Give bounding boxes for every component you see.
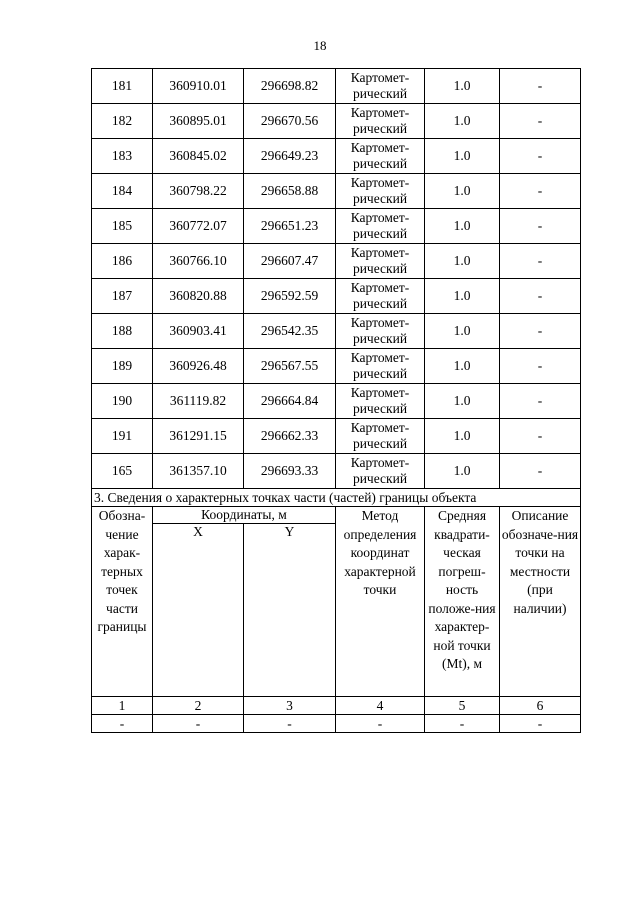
column-number: 6 xyxy=(500,697,581,715)
coord-x-cell: 361119.82 xyxy=(153,384,244,419)
empty-cell: - xyxy=(153,715,244,733)
coord-x-cell: 360820.88 xyxy=(153,279,244,314)
description-cell: - xyxy=(500,419,581,454)
coord-y-cell: 296607.47 xyxy=(244,244,336,279)
boundary-points-table xyxy=(91,68,581,733)
coord-y-cell: 296649.23 xyxy=(244,139,336,174)
column-number: 3 xyxy=(244,697,336,715)
column-number: 1 xyxy=(92,697,153,715)
header-method: Метод определения координат характерной точки xyxy=(336,507,425,697)
method-cell: Картомет-рический xyxy=(336,314,425,349)
section3-title: 3. Сведения о характерных точках части (частей) границы объекта xyxy=(92,489,581,507)
point-number-cell: 165 xyxy=(92,454,153,489)
empty-cell: - xyxy=(92,715,153,733)
empty-data-row xyxy=(92,715,581,733)
coord-x-cell: 360910.01 xyxy=(153,69,244,104)
page-number: 18 xyxy=(313,38,327,53)
coord-y-cell: 296567.55 xyxy=(244,349,336,384)
description-cell: - xyxy=(500,349,581,384)
empty-cell: - xyxy=(336,715,425,733)
point-number-cell: 189 xyxy=(92,349,153,384)
coordinates-table-body xyxy=(92,69,581,489)
point-number-cell: 183 xyxy=(92,139,153,174)
table-row xyxy=(92,69,581,104)
description-cell: - xyxy=(500,454,581,489)
description-cell: - xyxy=(500,209,581,244)
header-coordinates: Координаты, м xyxy=(153,507,336,524)
method-cell: Картомет-рический xyxy=(336,419,425,454)
error-cell: 1.0 xyxy=(425,104,500,139)
method-cell: Картомет-рический xyxy=(336,104,425,139)
error-cell: 1.0 xyxy=(425,349,500,384)
coord-y-cell: 296698.82 xyxy=(244,69,336,104)
coord-x-cell: 360903.41 xyxy=(153,314,244,349)
empty-cell: - xyxy=(425,715,500,733)
header-designation: Обозна-чение харак-терных точек части границы xyxy=(92,507,153,697)
error-cell: 1.0 xyxy=(425,244,500,279)
table-row xyxy=(92,419,581,454)
point-number-cell: 181 xyxy=(92,69,153,104)
section3-body xyxy=(92,489,581,733)
coord-x-cell: 360926.48 xyxy=(153,349,244,384)
empty-cell: - xyxy=(500,715,581,733)
method-cell: Картомет-рический xyxy=(336,139,425,174)
column-number: 5 xyxy=(425,697,500,715)
method-cell: Картомет-рический xyxy=(336,279,425,314)
point-number-cell: 184 xyxy=(92,174,153,209)
error-cell: 1.0 xyxy=(425,139,500,174)
error-cell: 1.0 xyxy=(425,279,500,314)
method-cell: Картомет-рический xyxy=(336,244,425,279)
coord-y-cell: 296592.59 xyxy=(244,279,336,314)
error-cell: 1.0 xyxy=(425,419,500,454)
coord-y-cell: 296542.35 xyxy=(244,314,336,349)
coord-y-cell: 296658.88 xyxy=(244,174,336,209)
header-error: Средняя квадрати-ческая погреш-ность положе-ния характер-ной точки (Mt), м xyxy=(425,507,500,697)
coord-y-cell: 296670.56 xyxy=(244,104,336,139)
column-numbers-row xyxy=(92,697,581,715)
description-cell: - xyxy=(500,244,581,279)
method-cell: Картомет-рический xyxy=(336,384,425,419)
table-row xyxy=(92,174,581,209)
header-description: Описание обозначе-ния точки на местности (при наличии) xyxy=(500,507,581,697)
method-cell: Картомет-рический xyxy=(336,454,425,489)
empty-cell: - xyxy=(244,715,336,733)
table-row xyxy=(92,279,581,314)
error-cell: 1.0 xyxy=(425,454,500,489)
point-number-cell: 190 xyxy=(92,384,153,419)
table-row xyxy=(92,384,581,419)
error-cell: 1.0 xyxy=(425,384,500,419)
point-number-cell: 186 xyxy=(92,244,153,279)
table-row xyxy=(92,209,581,244)
coord-y-cell: 296662.33 xyxy=(244,419,336,454)
header-y: Y xyxy=(244,524,336,697)
table-row xyxy=(92,104,581,139)
description-cell: - xyxy=(500,104,581,139)
coord-y-cell: 296651.23 xyxy=(244,209,336,244)
description-cell: - xyxy=(500,314,581,349)
table-row xyxy=(92,454,581,489)
description-cell: - xyxy=(500,384,581,419)
error-cell: 1.0 xyxy=(425,69,500,104)
header-x: X xyxy=(153,524,244,697)
description-cell: - xyxy=(500,139,581,174)
table-row xyxy=(92,349,581,384)
point-number-cell: 187 xyxy=(92,279,153,314)
method-cell: Картомет-рический xyxy=(336,69,425,104)
coord-x-cell: 360772.07 xyxy=(153,209,244,244)
description-cell: - xyxy=(500,279,581,314)
coord-x-cell: 360845.02 xyxy=(153,139,244,174)
method-cell: Картомет-рический xyxy=(336,349,425,384)
point-number-cell: 182 xyxy=(92,104,153,139)
coord-y-cell: 296664.84 xyxy=(244,384,336,419)
error-cell: 1.0 xyxy=(425,209,500,244)
point-number-cell: 191 xyxy=(92,419,153,454)
error-cell: 1.0 xyxy=(425,174,500,209)
column-number: 2 xyxy=(153,697,244,715)
point-number-cell: 188 xyxy=(92,314,153,349)
description-cell: - xyxy=(500,69,581,104)
coord-x-cell: 361357.10 xyxy=(153,454,244,489)
coord-x-cell: 360798.22 xyxy=(153,174,244,209)
method-cell: Картомет-рический xyxy=(336,209,425,244)
method-cell: Картомет-рический xyxy=(336,174,425,209)
coord-x-cell: 361291.15 xyxy=(153,419,244,454)
coord-x-cell: 360895.01 xyxy=(153,104,244,139)
error-cell: 1.0 xyxy=(425,314,500,349)
table-row xyxy=(92,244,581,279)
table-row xyxy=(92,314,581,349)
description-cell: - xyxy=(500,174,581,209)
table-row xyxy=(92,139,581,174)
coord-y-cell: 296693.33 xyxy=(244,454,336,489)
point-number-cell: 185 xyxy=(92,209,153,244)
coord-x-cell: 360766.10 xyxy=(153,244,244,279)
column-number: 4 xyxy=(336,697,425,715)
